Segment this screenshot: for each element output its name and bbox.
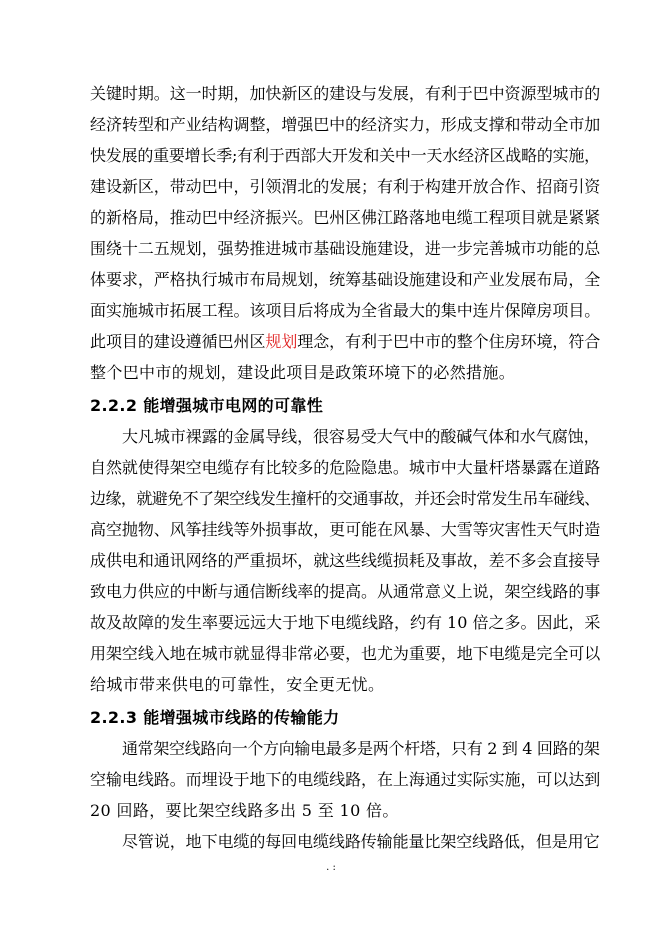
paragraph-1-line-5: 的新格局，推动巴中经济振兴。巴州区佛江路落地电缆工程项目就是紧紧 <box>90 208 601 227</box>
paragraph-2-line-8: 用架空线入地在城市就显得非常必要，也尤为重要，地下电缆是完全可以 <box>90 644 601 663</box>
paragraph-1-line-9-start: 此项目的建设遵循巴州区 <box>90 332 266 351</box>
section-heading-2-2-3: 2.2.3 能增强城市线路的传输能力 <box>90 708 340 727</box>
planning-link[interactable]: 规划 <box>265 332 298 351</box>
page-footer-mark: . : <box>326 862 336 873</box>
paragraph-1-line-10: 整个巴中市的规划，建设此项目是政策环境下的必然措施。 <box>90 363 516 382</box>
paragraph-2-line-1: 大凡城市裸露的金属导线，很容易受大气中的酸碱气体和水气腐蚀， <box>122 427 600 446</box>
paragraph-2-line-4: 高空抛物、风筝挂线等外损事故，更可能在风暴、大雪等灾害性天气时造 <box>90 520 601 539</box>
paragraph-3-line-3: 20 回路，要比架空线路多出 5 至 10 倍。 <box>90 801 399 820</box>
paragraph-1-line-3: 快发展的重要增长季;有利于西部大开发和关中一天水经济区战略的实施， <box>90 146 600 165</box>
paragraph-3-line-2: 空输电线路。而埋设于地下的电缆线路，在上海通过实际实施，可以达到 <box>90 770 601 789</box>
paragraph-2-line-9: 给城市带来供电的可靠性，安全更无忧。 <box>90 675 385 694</box>
paragraph-3-line-1: 通常架空线路向一个方向输电最多是两个杆塔，只有 2 到 4 回路的架 <box>122 739 600 758</box>
paragraph-1-line-6: 围绕十二五规划，强势推进城市基础设施建设，进一步完善城市功能的总 <box>90 239 601 258</box>
paragraph-1-line-9 <box>90 332 600 352</box>
paragraph-2-line-5: 成供电和通讯网络的严重损坏，就这些线缆损耗及事故，差不多会直接导 <box>90 551 601 570</box>
paragraph-1-line-9-end: 理念，有利于巴中市的整个住房环境，符合 <box>297 332 601 351</box>
paragraph-1-line-1: 关键时期。这一时期，加快新区的建设与发展，有利于巴中资源型城市的 <box>90 84 601 103</box>
paragraph-4-line-1: 尽管说，地下电缆的每回电缆线路传输能量比架空线路低，但是用它 <box>122 832 600 851</box>
paragraph-1-line-4: 建设新区，带动巴中，引领渭北的发展；有利于构建开放合作、招商引资 <box>90 177 601 196</box>
paragraph-2-line-3: 边缘，就避免不了架空线发生撞杆的交通事故，并还会时常发生吊车碰线、 <box>90 489 600 508</box>
paragraph-2-line-6: 致电力供应的中断与通信断线率的提高。从通常意义上说，架空线路的事 <box>90 582 601 601</box>
paragraph-1-line-2: 经济转型和产业结构调整，增强巴中的经济实力，形成支撑和带动全市加 <box>90 115 601 134</box>
paragraph-1-line-7: 体要求，严格执行城市布局规划，统筹基础设施建设和产业发展布局，全 <box>90 270 601 289</box>
paragraph-1-line-8: 面实施城市拓展工程。该项目后将成为全省最大的集中连片保障房项目。 <box>90 301 601 320</box>
section-heading-2-2-2: 2.2.2 能增强城市电网的可靠性 <box>90 396 324 415</box>
paragraph-2-line-2: 自然就使得架空电缆存有比较多的危险隐患。城市中大量杆塔暴露在道路 <box>90 458 601 477</box>
paragraph-2-line-7: 故及故障的发生率要远远大于地下电缆线路，约有 10 倍之多。因此，采 <box>90 613 601 632</box>
